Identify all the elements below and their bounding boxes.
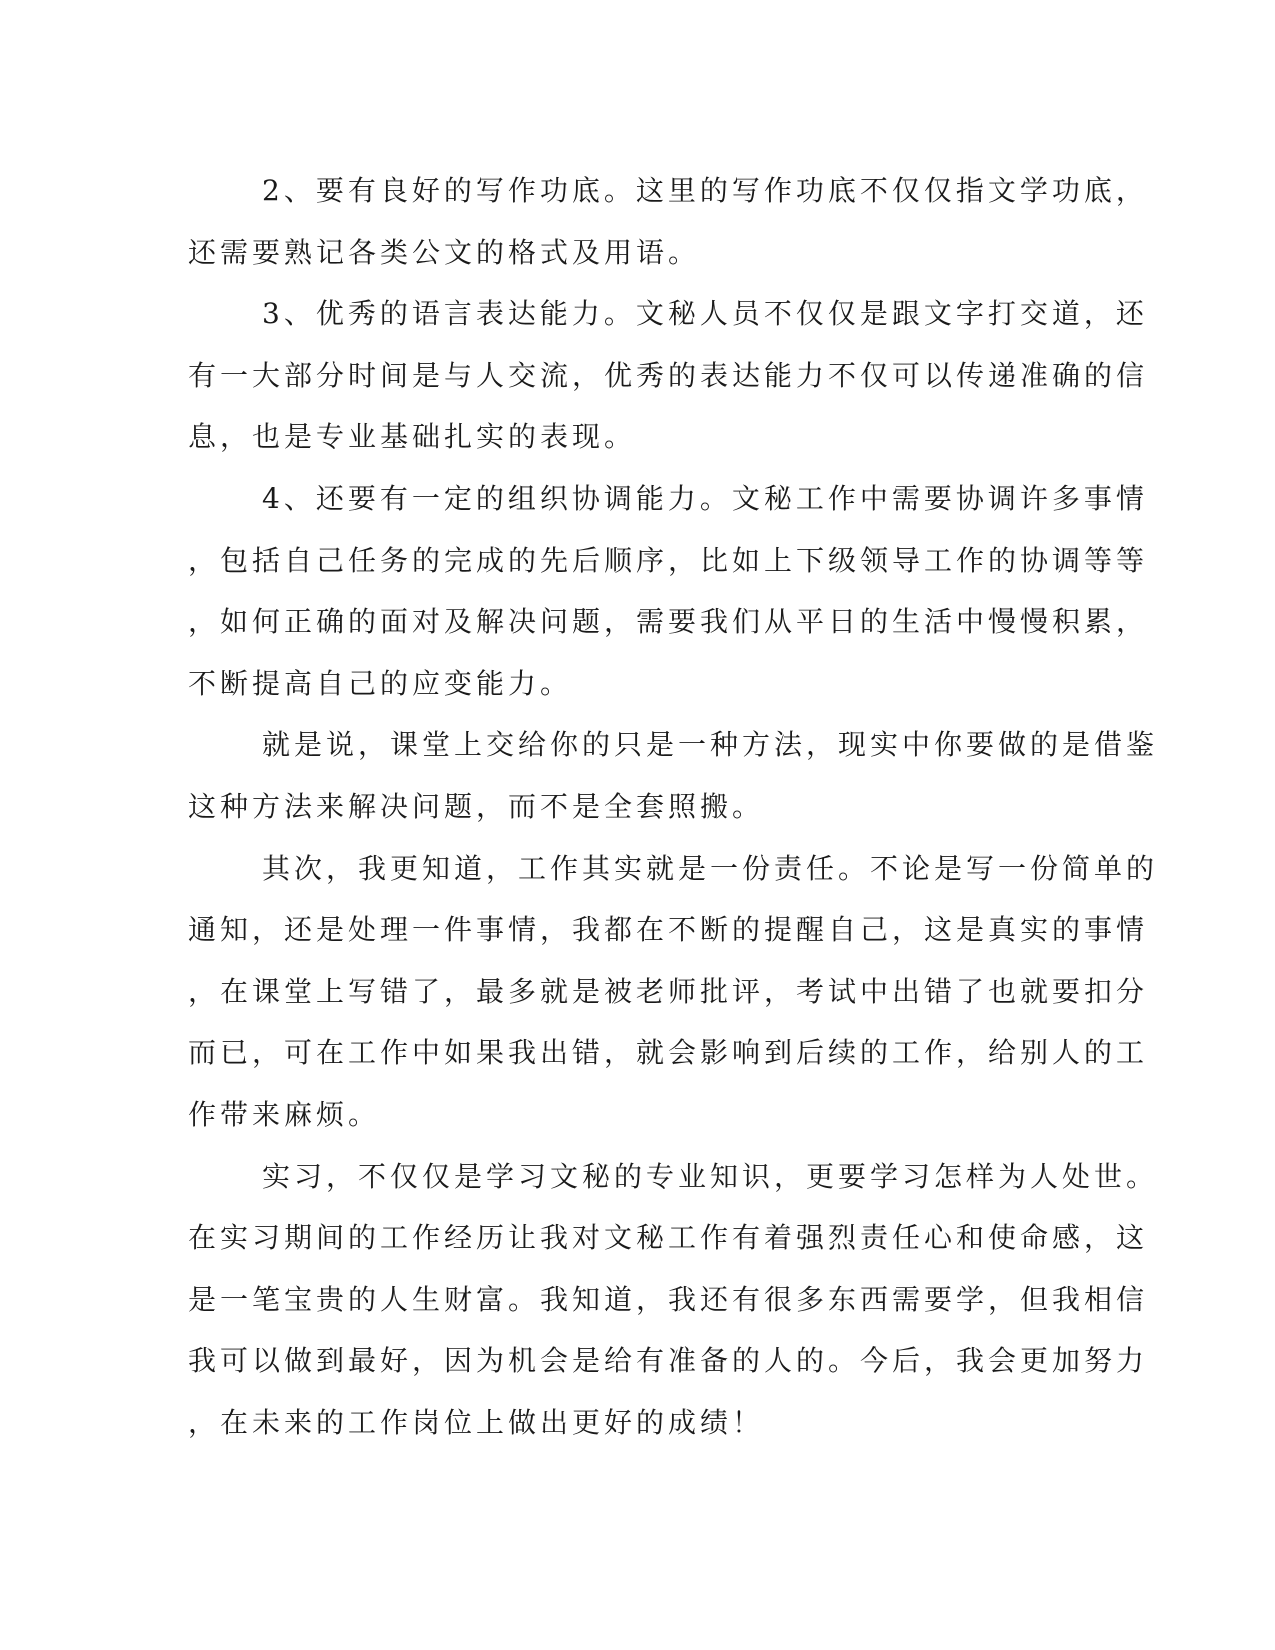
document-body	[188, 160, 1159, 1453]
paragraph-1	[188, 160, 1148, 283]
paragraph-line: ，在未来的工作岗位上做出更好的成绩！	[188, 1405, 765, 1439]
paragraph-line: 4、还要有一定的组织协调能力。文秘工作中需要协调许多事情	[262, 481, 1148, 515]
paragraph-line: ，在课堂上写错了，最多就是被老师批评，考试中出错了也就要扣分	[188, 974, 1149, 1008]
paragraph-line: 有一大部分时间是与人交流，优秀的表达能力不仅可以传递准确的信	[188, 358, 1149, 392]
paragraph-line: 作带来麻烦。	[188, 1097, 381, 1131]
paragraph-line: 通知，还是处理一件事情，我都在不断的提醒自己，这是真实的事情	[188, 913, 1149, 947]
paragraph-line: 2、要有良好的写作功底。这里的写作功底不仅仅指文学功底，	[262, 174, 1148, 207]
paragraph-line: 是一笔宝贵的人生财富。我知道，我还有很多东西需要学，但我相信	[188, 1282, 1149, 1316]
paragraph-line: 而已，可在工作中如果我出错，就会影响到后续的工作，给别人的工	[188, 1036, 1149, 1070]
paragraph-2	[188, 283, 1149, 468]
paragraph-line: ，包括自己任务的完成的先后顺序，比如上下级领导工作的协调等等	[188, 543, 1149, 577]
paragraph-line: 其次，我更知道，工作其实就是一份责任。不论是写一份简单的	[262, 851, 1159, 885]
paragraph-line: 在实习期间的工作经历让我对文秘工作有着强烈责任心和使命感，这	[188, 1221, 1149, 1255]
paragraph-6	[188, 1146, 1159, 1454]
paragraph-line: 这种方法来解决问题，而不是全套照搬。	[188, 789, 765, 823]
paragraph-5	[188, 838, 1159, 1146]
paragraph-line: 还需要熟记各类公文的格式及用语。	[188, 235, 701, 269]
paragraph-line: 我可以做到最好，因为机会是给有准备的人的。今后，我会更加努力	[188, 1344, 1149, 1378]
paragraph-4	[188, 714, 1159, 837]
paragraph-line: 实习，不仅仅是学习文秘的专业知识，更要学习怎样为人处世。	[262, 1159, 1159, 1193]
paragraph-line: ，如何正确的面对及解决问题，需要我们从平日的生活中慢慢积累，	[188, 605, 1149, 639]
paragraph-line: 不断提高自己的应变能力。	[188, 666, 573, 700]
paragraph-3	[188, 468, 1149, 714]
paragraph-line: 息，也是专业基础扎实的表现。	[188, 420, 637, 454]
paragraph-line: 3、优秀的语言表达能力。文秘人员不仅仅是跟文字打交道，还	[262, 297, 1148, 331]
paragraph-line: 就是说，课堂上交给你的只是一种方法，现实中你要做的是借鉴	[262, 728, 1159, 762]
